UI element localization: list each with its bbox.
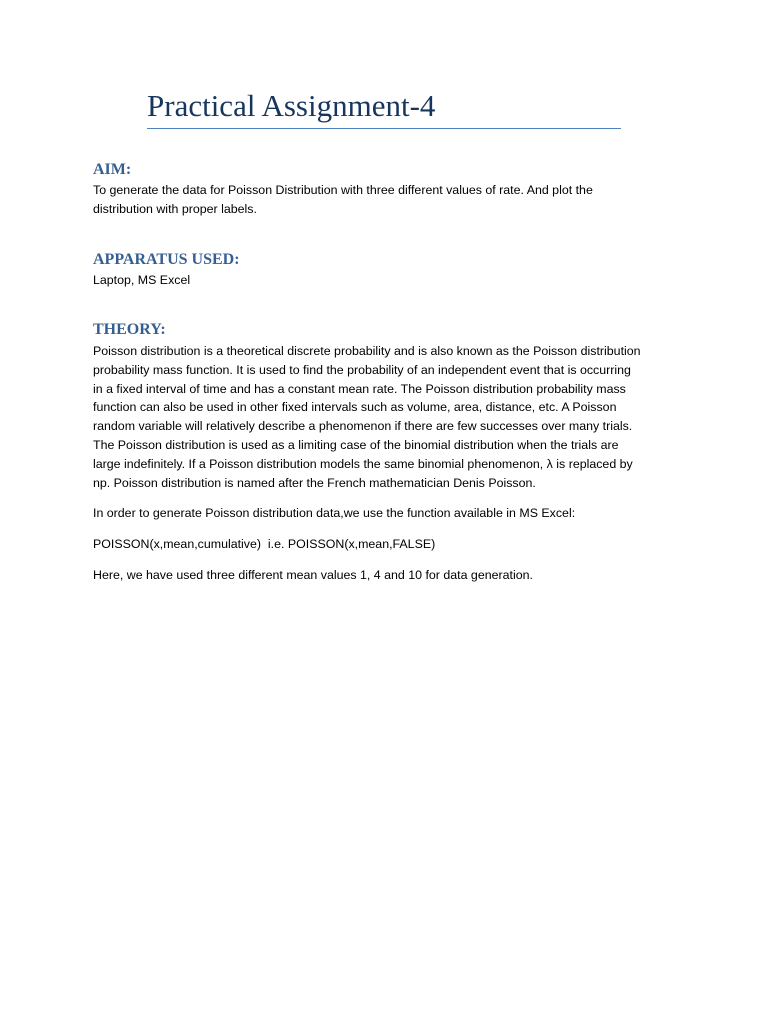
aim-line: distribution with proper labels. bbox=[93, 201, 257, 216]
aim-paragraph bbox=[93, 181, 685, 219]
apparatus-text: Laptop, MS Excel bbox=[93, 273, 191, 287]
theory-line: The Poisson distribution is used as a limiting case of the binomial distribution when the trials are bbox=[93, 437, 619, 452]
theory-line: large indefinitely. If a Poisson distribution models the same binomial phenomenon, λ is replaced by bbox=[93, 456, 633, 471]
document-title: Practical Assignment-4 bbox=[147, 88, 436, 123]
apparatus-heading: APPARATUS USED: bbox=[93, 251, 240, 268]
theory-line: Poisson distribution is a theoretical discrete probability and is also known as the Poisson distribution bbox=[93, 344, 641, 358]
aim-line: To generate the data for Poisson Distribution with three different values of rate. And plot the bbox=[93, 183, 593, 197]
aim-heading: AIM: bbox=[93, 161, 132, 178]
theory-line: in a fixed interval of time and has a constant mean rate. The Poisson distribution probability mass bbox=[93, 381, 626, 396]
title-underline bbox=[147, 128, 621, 129]
poisson-formula-text: POISSON(x,mean,cumulative) i.e. POISSON(x,mean,FALSE) bbox=[93, 537, 436, 551]
theory-line: np. Poisson distribution is named after the French mathematician Denis Poisson. bbox=[93, 475, 536, 490]
theory-heading: THEORY: bbox=[93, 321, 166, 338]
theory-line: probability mass function. It is used to find the probability of an independent event that is occurring bbox=[93, 362, 631, 377]
excel-intro-text: In order to generate Poisson distribution data,we use the function available in MS Excel: bbox=[93, 506, 576, 520]
theory-line: function can also be used in other fixed intervals such as volume, area, distance, etc. A Poisson bbox=[93, 400, 617, 415]
theory-line: random variable will relatively describe a phenomenon if there are few successes over many trials. bbox=[93, 419, 633, 434]
mean-values-text: Here, we have used three different mean values 1, 4 and 10 for data generation. bbox=[93, 568, 533, 582]
theory-paragraph bbox=[93, 342, 685, 492]
